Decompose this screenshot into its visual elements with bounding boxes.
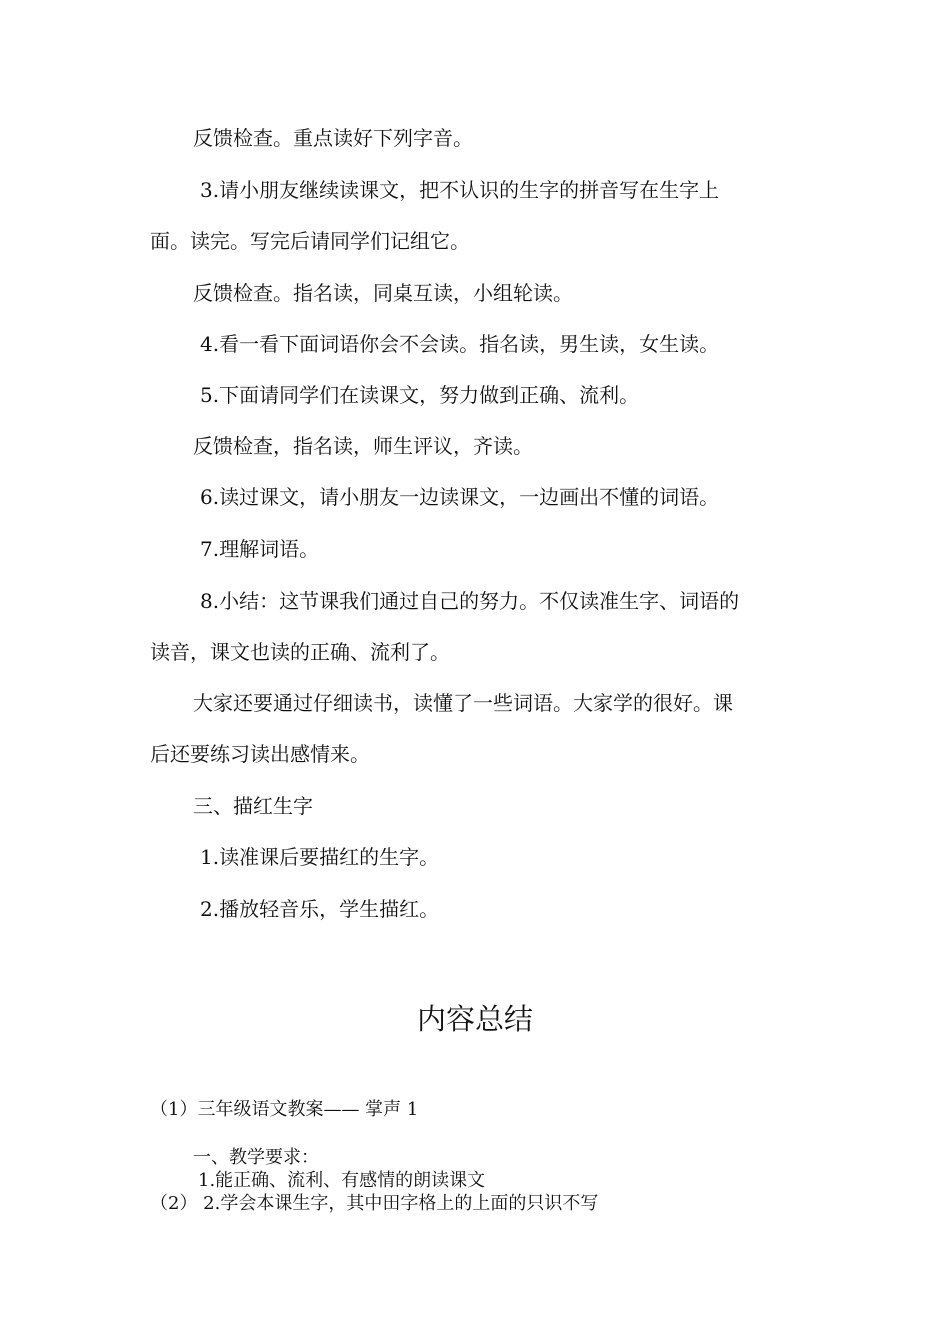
paragraph-step-5: 5.下面请同学们在读课文，努力做到正确、流利。	[200, 383, 640, 407]
paragraph-step-7: 7.理解词语。	[200, 537, 320, 561]
paragraph-feedback-2: 反馈检查。指名读，同桌互读，小组轮读。	[193, 281, 573, 305]
paragraph-step-3-line-1: 3.请小朋友继续读课文，把不认识的生字的拼音写在生字上	[200, 178, 720, 202]
summary-title: 内容总结	[416, 1002, 533, 1036]
summary-item-2: 一、教学要求：	[193, 1147, 319, 1168]
paragraph-feedback-1: 反馈检查。重点读好下列字音。	[193, 126, 473, 150]
summary-item-4: （2） 2.学会本课生字，其中田字格上的上面的只识不写	[150, 1193, 599, 1214]
paragraph-tracing-1: 1.读准课后要描红的生字。	[200, 845, 440, 869]
paragraph-step-6: 6.读过课文，请小朋友一边读课文，一边画出不懂的词语。	[200, 485, 720, 509]
summary-item-1: （1）三年级语文教案—— 掌声 1	[150, 1099, 419, 1120]
section-heading-3: 三、描红生字	[193, 794, 313, 818]
paragraph-step-8-line-1: 8.小结：这节课我们通过自己的努力。不仅读准生字、词语的	[200, 589, 740, 613]
paragraph-feedback-3: 反馈检查，指名读，师生评议，齐读。	[193, 434, 533, 458]
paragraph-step-8-line-2: 读音，课文也读的正确、流利了。	[150, 640, 450, 664]
paragraph-step-4: 4.看一看下面词语你会不会读。指名读，男生读，女生读。	[200, 332, 720, 356]
paragraph-tracing-2: 2.播放轻音乐，学生描红。	[200, 897, 440, 921]
paragraph-step-3-line-2: 面。读完。写完后请同学们记组它。	[150, 229, 470, 253]
paragraph-closing-line-2: 后还要练习读出感情来。	[150, 742, 370, 766]
paragraph-closing-line-1: 大家还要通过仔细读书，读懂了一些词语。大家学的很好。课	[193, 691, 733, 715]
summary-item-3: 1.能正确、流利、有感情的朗读课文	[198, 1170, 486, 1191]
